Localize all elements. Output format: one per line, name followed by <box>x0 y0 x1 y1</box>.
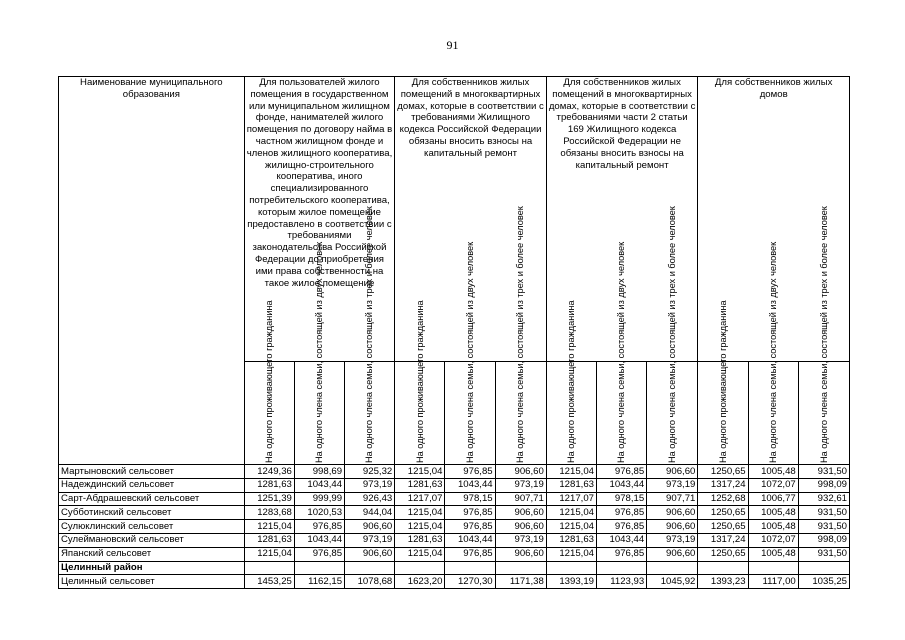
tariff-value: 1043,44 <box>597 533 647 547</box>
group-header-owners-not-obliged: Для собственников жилых помещений в многоквартирных домах, которые в соответствии с требованиями части 2 статьи 169 Жилищного кодекса Российской Федерации не обязаны вносить взносы на капитальный ремонт <box>546 77 698 362</box>
table-row <box>59 547 850 561</box>
subcolumn-header-label: На одного члена семьи, состоящей из трех и более человек <box>818 206 829 463</box>
tariff-value <box>395 561 445 575</box>
tariff-value: 906,60 <box>345 547 395 561</box>
tariff-value: 1005,48 <box>748 465 798 479</box>
municipality-name: Надеждинский сельсовет <box>59 478 245 492</box>
tariff-value <box>294 561 344 575</box>
subcolumn-header-label: На одного члена семьи, состоящей из двух человек <box>767 241 778 463</box>
tariff-value: 1215,04 <box>395 465 445 479</box>
tariff-value: 1393,19 <box>546 575 596 589</box>
tariff-value: 1251,39 <box>244 492 294 506</box>
tariff-value: 1281,63 <box>546 533 596 547</box>
tariff-value: 906,60 <box>495 465 546 479</box>
tariff-value: 978,15 <box>597 492 647 506</box>
tariff-value: 1215,04 <box>395 506 445 520</box>
tariff-value: 1281,63 <box>546 478 596 492</box>
table-row <box>59 506 850 520</box>
tariff-value: 998,09 <box>798 533 849 547</box>
subcolumn-header-label: На одного члена семьи, состоящей из трех и более человек <box>364 206 375 463</box>
tariff-value: 932,61 <box>798 492 849 506</box>
tariff-value: 1043,44 <box>597 478 647 492</box>
tariff-value: 906,60 <box>647 547 698 561</box>
tariff-value: 1043,44 <box>294 478 344 492</box>
tariff-value: 1072,07 <box>748 478 798 492</box>
tariff-value: 1215,04 <box>244 520 294 534</box>
tariff-value: 1005,48 <box>748 506 798 520</box>
tariff-value: 1252,68 <box>698 492 748 506</box>
tariff-value: 931,50 <box>798 547 849 561</box>
subcolumn-header-label: На одного проживающего гражданина <box>717 300 728 463</box>
tariff-value: 1217,07 <box>395 492 445 506</box>
tariff-value: 906,60 <box>647 465 698 479</box>
subcolumn-header <box>698 300 748 465</box>
tariff-value: 931,50 <box>798 520 849 534</box>
tariff-value: 1006,77 <box>748 492 798 506</box>
subcolumn-header <box>546 300 596 465</box>
tariff-value: 1215,04 <box>546 465 596 479</box>
subcolumn-header <box>748 241 798 465</box>
subcolumn-header-label: На одного проживающего гражданина <box>263 300 274 463</box>
table-row <box>59 478 850 492</box>
tariff-value: 1162,15 <box>294 575 344 589</box>
tariff-value <box>748 561 798 575</box>
tariff-value: 1281,63 <box>244 533 294 547</box>
tariff-value <box>244 561 294 575</box>
tariff-value: 976,85 <box>597 520 647 534</box>
tariff-value: 1623,20 <box>395 575 445 589</box>
tariff-value: 976,85 <box>294 547 344 561</box>
group-header-tenants: Для пользователей жилого помещения в государственном или муниципальном жилищном фонде, нанимателей жилого помещения по договору найма в частном жилищном фонде и членов жилищного кооператива, жилищно-строительного кооператива, иного специализированного потребительского кооператива, которым жилое помещение предоставлено в соответствии с требованиями законодательства Российской Федерации до приобретения ими права собственности на такое жилое помещение <box>244 77 395 362</box>
tariff-value: 999,99 <box>294 492 344 506</box>
table-row <box>59 533 850 547</box>
tariff-value: 976,85 <box>445 520 495 534</box>
table-row <box>59 520 850 534</box>
subcolumn-header-label: На одного члена семьи, состоящей из двух человек <box>464 241 475 463</box>
tariff-value: 1250,65 <box>698 506 748 520</box>
district-row <box>59 561 850 575</box>
tariff-value: 1317,24 <box>698 533 748 547</box>
tariff-value: 976,85 <box>294 520 344 534</box>
group-header-house-owners: Для собственников жилых домов <box>698 77 850 362</box>
tariff-value: 976,85 <box>445 465 495 479</box>
tariff-value: 1250,65 <box>698 465 748 479</box>
tariff-value: 906,60 <box>495 547 546 561</box>
tariff-value: 1215,04 <box>395 520 445 534</box>
tariff-value: 1270,30 <box>445 575 495 589</box>
subcolumn-header <box>445 241 495 465</box>
tariff-value: 1043,44 <box>445 533 495 547</box>
municipality-name: Япанский сельсовет <box>59 547 245 561</box>
municipality-name: Сарт-Абдрашевский сельсовет <box>59 492 245 506</box>
municipality-name: Сулеймановский сельсовет <box>59 533 245 547</box>
tariff-value <box>798 561 849 575</box>
tariff-value: 906,60 <box>345 520 395 534</box>
tariff-value: 907,71 <box>495 492 546 506</box>
tariff-value: 1217,07 <box>546 492 596 506</box>
tariff-value: 1078,68 <box>345 575 395 589</box>
tariff-value: 1005,48 <box>748 520 798 534</box>
tariff-value: 978,15 <box>445 492 495 506</box>
subcolumn-header <box>597 241 647 465</box>
tariff-value: 976,85 <box>597 547 647 561</box>
subcolumn-header-label: На одного проживающего гражданина <box>414 300 425 463</box>
tariff-value: 1005,48 <box>748 547 798 561</box>
subcolumn-header-label: На одного проживающего гражданина <box>566 300 577 463</box>
tariff-value: 1020,53 <box>294 506 344 520</box>
tariff-value: 1215,04 <box>546 547 596 561</box>
tariff-value: 1453,25 <box>244 575 294 589</box>
municipality-name: Целинный район <box>59 561 245 575</box>
tariff-value: 925,32 <box>345 465 395 479</box>
tariff-value: 1281,63 <box>395 478 445 492</box>
tariff-value <box>597 561 647 575</box>
tariff-value: 926,43 <box>345 492 395 506</box>
tariff-value: 1035,25 <box>798 575 849 589</box>
tariff-value: 976,85 <box>445 547 495 561</box>
tariff-value: 1393,23 <box>698 575 748 589</box>
subcolumn-header <box>294 241 344 465</box>
tariff-value <box>495 561 546 575</box>
subcolumn-header <box>495 206 546 465</box>
tariff-value: 998,69 <box>294 465 344 479</box>
tariff-value: 973,19 <box>345 478 395 492</box>
tariff-value <box>546 561 596 575</box>
municipality-name-header: Наименование муниципального образования <box>59 77 245 465</box>
tariff-value: 1215,04 <box>546 506 596 520</box>
table-row <box>59 575 850 589</box>
group-header-owners-obliged: Для собственников жилых помещений в многоквартирных домах, которые в соответствии с требованиями Жилищного кодекса Российской Федерации обязаны вносить взносы на капитальный ремонт <box>395 77 547 362</box>
tariff-value <box>698 561 748 575</box>
municipality-name: Субботинский сельсовет <box>59 506 245 520</box>
tariff-value: 906,60 <box>647 506 698 520</box>
tariff-value: 1072,07 <box>748 533 798 547</box>
table-row <box>59 465 850 479</box>
page-number: 91 <box>446 38 459 52</box>
table-row <box>59 492 850 506</box>
tariff-value: 973,19 <box>647 533 698 547</box>
tariff-value: 906,60 <box>495 506 546 520</box>
tariff-value: 1215,04 <box>546 520 596 534</box>
subcolumn-header <box>647 206 698 465</box>
tariff-value: 1117,00 <box>748 575 798 589</box>
municipality-name: Мартыновский сельсовет <box>59 465 245 479</box>
subcolumn-header <box>345 206 395 465</box>
tariff-value: 976,85 <box>597 465 647 479</box>
tariff-value: 1250,65 <box>698 547 748 561</box>
tariff-value: 944,04 <box>345 506 395 520</box>
subcolumn-header <box>798 206 849 465</box>
municipality-name: Сулюклинский сельсовет <box>59 520 245 534</box>
tariff-value: 931,50 <box>798 506 849 520</box>
subcolumn-header-label: На одного члена семьи, состоящей из двух человек <box>314 241 325 463</box>
tariff-value: 1281,63 <box>244 478 294 492</box>
tariff-value <box>345 561 395 575</box>
tariff-value <box>445 561 495 575</box>
tariff-value: 1317,24 <box>698 478 748 492</box>
tariff-value: 1045,92 <box>647 575 698 589</box>
subcolumn-header <box>244 300 294 465</box>
tariff-table <box>58 76 850 589</box>
municipality-name: Целинный сельсовет <box>59 575 245 589</box>
tariff-value <box>647 561 698 575</box>
tariff-value: 973,19 <box>345 533 395 547</box>
table-body <box>59 465 850 589</box>
subcolumn-header <box>395 300 445 465</box>
tariff-value: 1249,36 <box>244 465 294 479</box>
tariff-value: 1171,38 <box>495 575 546 589</box>
subcolumn-header-label: На одного члена семьи, состоящей из двух человек <box>616 241 627 463</box>
tariff-value: 1043,44 <box>445 478 495 492</box>
tariff-value: 973,19 <box>495 478 546 492</box>
tariff-value: 1215,04 <box>395 547 445 561</box>
tariff-value: 1281,63 <box>395 533 445 547</box>
tariff-value: 1283,68 <box>244 506 294 520</box>
subcolumn-header-label: На одного члена семьи, состоящей из трех и более человек <box>667 206 677 463</box>
tariff-value: 906,60 <box>495 520 546 534</box>
tariff-value: 973,19 <box>647 478 698 492</box>
tariff-value: 976,85 <box>445 506 495 520</box>
tariff-value: 973,19 <box>495 533 546 547</box>
tariff-value: 906,60 <box>647 520 698 534</box>
tariff-value: 931,50 <box>798 465 849 479</box>
tariff-value: 1215,04 <box>244 547 294 561</box>
tariff-value: 1043,44 <box>294 533 344 547</box>
tariff-value: 1123,93 <box>597 575 647 589</box>
tariff-value: 907,71 <box>647 492 698 506</box>
tariff-value: 998,09 <box>798 478 849 492</box>
subcolumn-header-label: На одного члена семьи, состоящей из трех и более человек <box>515 206 526 463</box>
tariff-value: 1250,65 <box>698 520 748 534</box>
tariff-value: 976,85 <box>597 506 647 520</box>
group-header-row <box>59 77 850 362</box>
